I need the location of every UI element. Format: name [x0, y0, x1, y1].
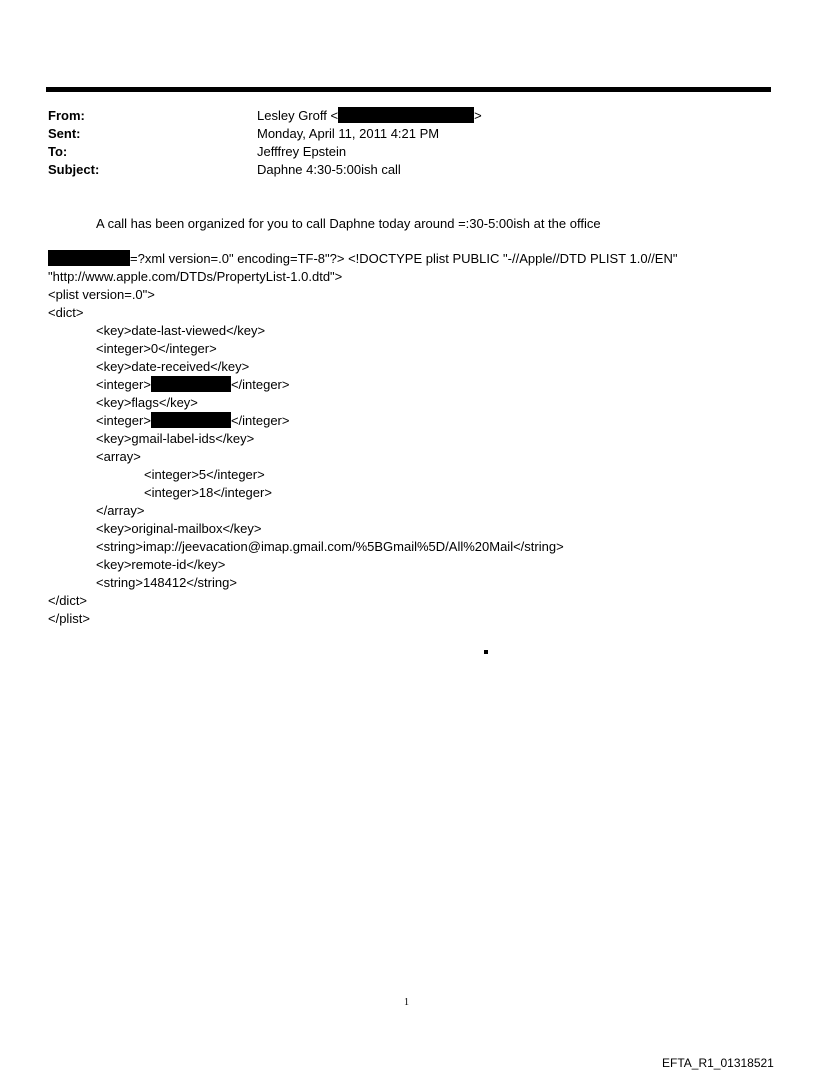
- redaction-block: [338, 107, 474, 123]
- plist-line: "http://www.apple.com/DTDs/PropertyList-1.0.dtd">: [48, 269, 343, 284]
- plist-line: <array>: [96, 449, 141, 464]
- bates-number: EFTA_R1_01318521: [662, 1056, 774, 1070]
- stray-mark: [484, 650, 488, 654]
- message-text: A call has been organized for you to call Daphne today around =:30-5:00ish at the office: [96, 216, 601, 231]
- plist-line: </plist>: [48, 611, 90, 626]
- sent-value: Monday, April 11, 2011 4:21 PM: [257, 126, 440, 141]
- plist-line: <key>remote-id</key>: [96, 557, 226, 572]
- plist-line: <string>148412</string>: [96, 575, 237, 590]
- from-label: From:: [48, 108, 85, 123]
- plist-line: <integer> </integer>: [96, 413, 290, 428]
- from-value: Lesley Groff < >: [257, 108, 482, 123]
- plist-line: <integer>5</integer>: [144, 467, 265, 482]
- redaction-block: [151, 412, 231, 428]
- header-rule: [46, 87, 771, 92]
- plist-line: </dict>: [48, 593, 88, 608]
- subject-value: Daphne 4:30-5:00ish call: [257, 162, 401, 177]
- plist-line: <dict>: [48, 305, 84, 320]
- plist-line: <key>gmail-label-ids</key>: [96, 431, 255, 446]
- redaction-block: [48, 250, 130, 266]
- to-value: Jefffrey Epstein: [257, 144, 347, 159]
- page-number: 1: [404, 997, 409, 1008]
- sent-label: Sent:: [48, 126, 81, 141]
- plist-line: <integer>0</integer>: [96, 341, 217, 356]
- plist-line: <integer> </integer>: [96, 377, 290, 392]
- plist-line: <integer>18</integer>: [144, 485, 272, 500]
- plist-line: <plist version=.0">: [48, 287, 155, 302]
- plist-line: <key>original-mailbox</key>: [96, 521, 262, 536]
- plist-line: <key>date-received</key>: [96, 359, 250, 374]
- plist-line: <key>flags</key>: [96, 395, 198, 410]
- plist-line: =?xml version=.0" encoding=TF-8"?> <!DOCTYPE plist PUBLIC "-//Apple//DTD PLIST 1.0//EN": [48, 250, 677, 268]
- to-label: To:: [48, 144, 68, 159]
- plist-line: <key>date-last-viewed</key>: [96, 323, 266, 338]
- plist-line: <string>imap://jeevacation@imap.gmail.com/%5BGmail%5D/All%20Mail</string>: [96, 539, 564, 554]
- redaction-block: [151, 376, 231, 392]
- subject-label: Subject:: [48, 162, 100, 177]
- plist-line: </array>: [96, 503, 145, 518]
